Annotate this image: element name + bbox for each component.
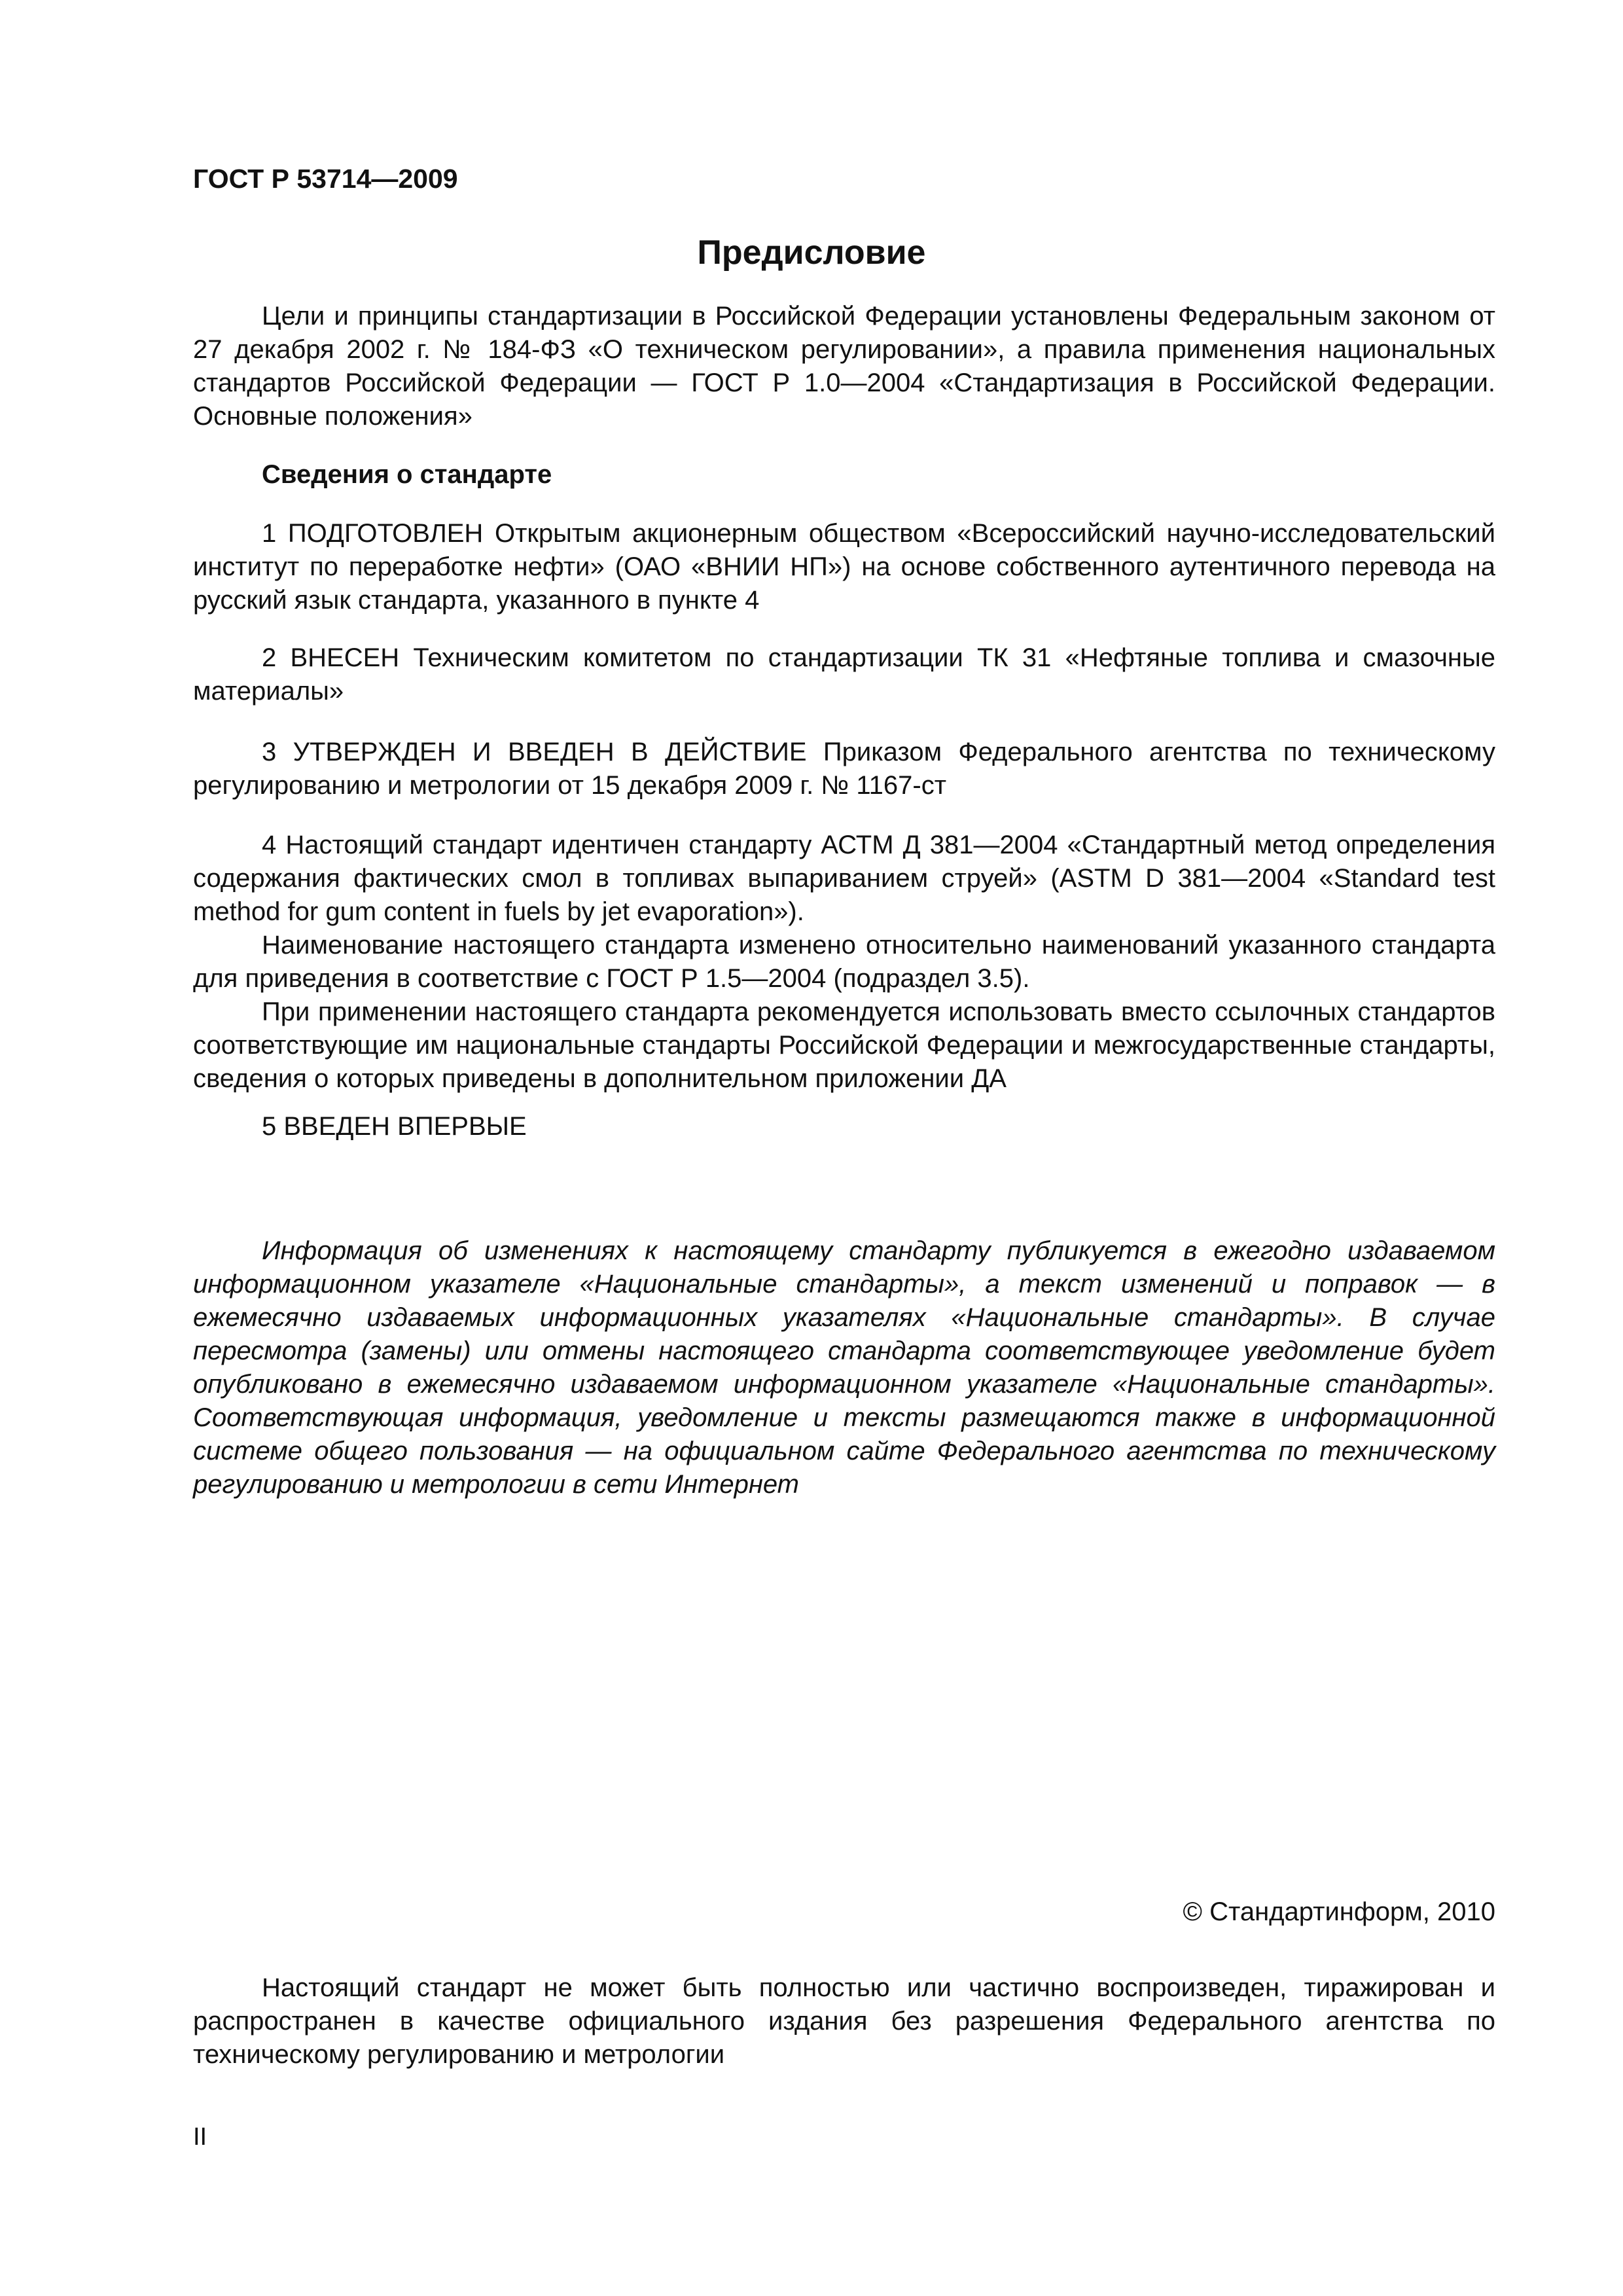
item-4-section bbox=[193, 829, 1495, 1096]
item-5-paragraph: 5 ВВЕДЕН ВПЕРВЫЕ bbox=[262, 1112, 527, 1141]
intro-paragraph: Цели и принципы стандартизации в Российской Федерации установлены Федеральным законом от 27 декабря 2002 г. № 184-ФЗ «О техническом регулировании», а правила применения национальных стандартов Российской Федерации — ГОСТ Р 1.0—2004 «Стандартизация в Российской Федерации. Основные положения» bbox=[193, 302, 1495, 431]
document-code-header: ГОСТ Р 53714—2009 bbox=[193, 164, 458, 194]
rights-notice: Настоящий стандарт не может быть полностью или частично воспроизведен, тиражирован и распространен в качестве официального издания без разрешения Федерального агентства по техническому регулированию и метрологии bbox=[193, 1973, 1495, 2069]
item-3-paragraph: 3 УТВЕРЖДЕН И ВВЕДЕН В ДЕЙСТВИЕ Приказом Федерального агентства по техническому регулированию и метрологии от 15 декабря 2009 г. № 1167-ст bbox=[193, 738, 1495, 800]
info-heading: Сведения о стандарте bbox=[262, 460, 552, 489]
item-4-paragraph-1: 4 Настоящий стандарт идентичен стандарту АСТМ Д 381—2004 «Стандартный метод определения содержания фактических смол в топливах выпариванием струей» (ASTM D 381—2004 «Standard test method for gum content in fuels by jet evaporation»). bbox=[193, 831, 1495, 926]
item-1-paragraph: 1 ПОДГОТОВЛЕН Открытым акционерным обществом «Всероссийский научно-исследовательский институт по переработке нефти» (ОАО «ВНИИ НП») на основе собственного аутентичного перевода на русский язык стандарта, указанного в пункте 4 bbox=[193, 519, 1495, 615]
item-2-paragraph: 2 ВНЕСЕН Техническим комитетом по стандартизации ТК 31 «Нефтяные топлива и смазочные материалы» bbox=[193, 643, 1495, 706]
copyright-line: © Стандартинформ, 2010 bbox=[1183, 1897, 1495, 1926]
item-4-paragraph-2: Наименование настоящего стандарта изменено относительно наименований указанного стандарта для приведения в соответствие с ГОСТ Р 1.5—2004 (подраздел 3.5). bbox=[193, 931, 1495, 993]
page-title: Предисловие bbox=[697, 234, 926, 272]
changes-notice: Информация об изменениях к настоящему стандарту публикуется в ежегодно издаваемом информационном указателе «Национальные стандарты», а текст изменений и поправок — в ежемесячно издаваемых информационных указателях «Национальные стандарты». В случае пересмотра (замены) или отмены настоящего стандарта соответствующее уведомление будет опубликовано в ежемесячно издаваемом информационном указателе «Национальные стандарты». Соответствующая информация, уведомление и тексты размещаются также в информационной системе общего пользования — на официальном сайте Федерального агентства по техническому регулированию и метрологии в сети Интернет bbox=[193, 1236, 1495, 1499]
page-number: II bbox=[193, 2123, 207, 2151]
item-4-paragraph-3: При применении настоящего стандарта рекомендуется использовать вместо ссылочных стандартов соответствующие им национальные стандарты Российской Федерации и межгосударственные стандарты, сведения о которых приведены в дополнительном приложении ДА bbox=[193, 997, 1495, 1093]
